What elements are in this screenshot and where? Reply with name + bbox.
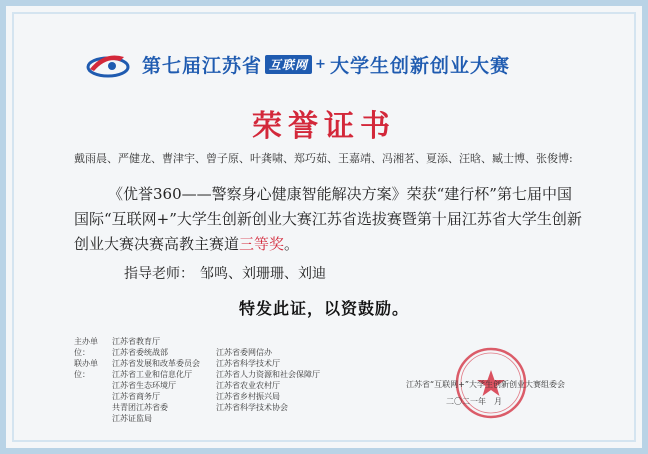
team-names: 戴雨晨、严健龙、曹津宇、曾子原、叶龚啸、郑巧茹、王嘉靖、冯湘茗、夏添、汪晗、臧士博、张俊博: — [74, 152, 573, 165]
co-organizer: 共青团江苏省委 — [112, 403, 168, 412]
host-organization: 江苏省教育厅 — [112, 337, 160, 346]
co-organizer: 江苏省乡村振兴局 — [216, 392, 280, 401]
co-organizers-column-2 — [216, 347, 320, 413]
co-organizer: 江苏省科学技术厅 — [216, 359, 280, 368]
certificate-title: 荣誉证书 — [252, 109, 396, 144]
competition-title — [142, 51, 510, 78]
co-organizer: 江苏证监局 — [112, 414, 152, 423]
co-organizer: 江苏省发展和改革委员会 — [112, 359, 200, 368]
award-statement-text: 《优誉360——警察身心健康智能解决方案》荣获“建行杯”第七届中国国际“互联网+”大学生创新创业大赛江苏省选拔赛暨第十届江苏省大学生创新创业大赛决赛高教主赛道 — [74, 185, 582, 253]
award-statement — [74, 182, 584, 257]
certificate-header — [84, 46, 584, 82]
co-organizer: 江苏省委网信办 — [216, 348, 272, 357]
advisor-label: 指导老师： — [124, 266, 194, 282]
advisor-names: 邹鸣、刘珊珊、刘迪 — [200, 266, 326, 282]
competition-logo-icon — [84, 47, 136, 81]
host-label: 主办单位： — [74, 337, 98, 357]
co-organizers-column-1 — [112, 347, 200, 424]
issue-date: 二〇二一年 月 — [446, 397, 502, 406]
internet-brand-box: 互联网 — [265, 55, 312, 74]
closing-phrase: 特发此证，以资鼓励。 — [238, 299, 409, 318]
co-organizer: 江苏省科学技术协会 — [216, 403, 288, 412]
co-organizer: 江苏省委统战部 — [112, 348, 168, 357]
co-organizer: 江苏省工业和信息化厅 — [112, 370, 192, 379]
co-organizer: 江苏省农业农村厅 — [216, 381, 280, 390]
internet-brand-plus: + — [315, 56, 327, 72]
issuing-committee: 江苏省“互联网+”大学生创新创业大赛组委会 — [406, 380, 565, 389]
co-organizer-label: 联办单位： — [74, 359, 98, 379]
award-statement-end: 。 — [284, 235, 300, 253]
advisor-line — [124, 263, 326, 283]
co-organizer: 江苏省人力资源和社会保障厅 — [216, 370, 320, 379]
co-organizer: 江苏省商务厅 — [112, 392, 160, 401]
competition-title-suffix: 大学生创新创业大赛 — [329, 54, 510, 77]
award-level: 三等奖 — [239, 235, 285, 253]
co-organizer: 江苏省生态环境厅 — [112, 381, 176, 390]
competition-title-prefix: 第七届江苏省 — [142, 54, 263, 77]
